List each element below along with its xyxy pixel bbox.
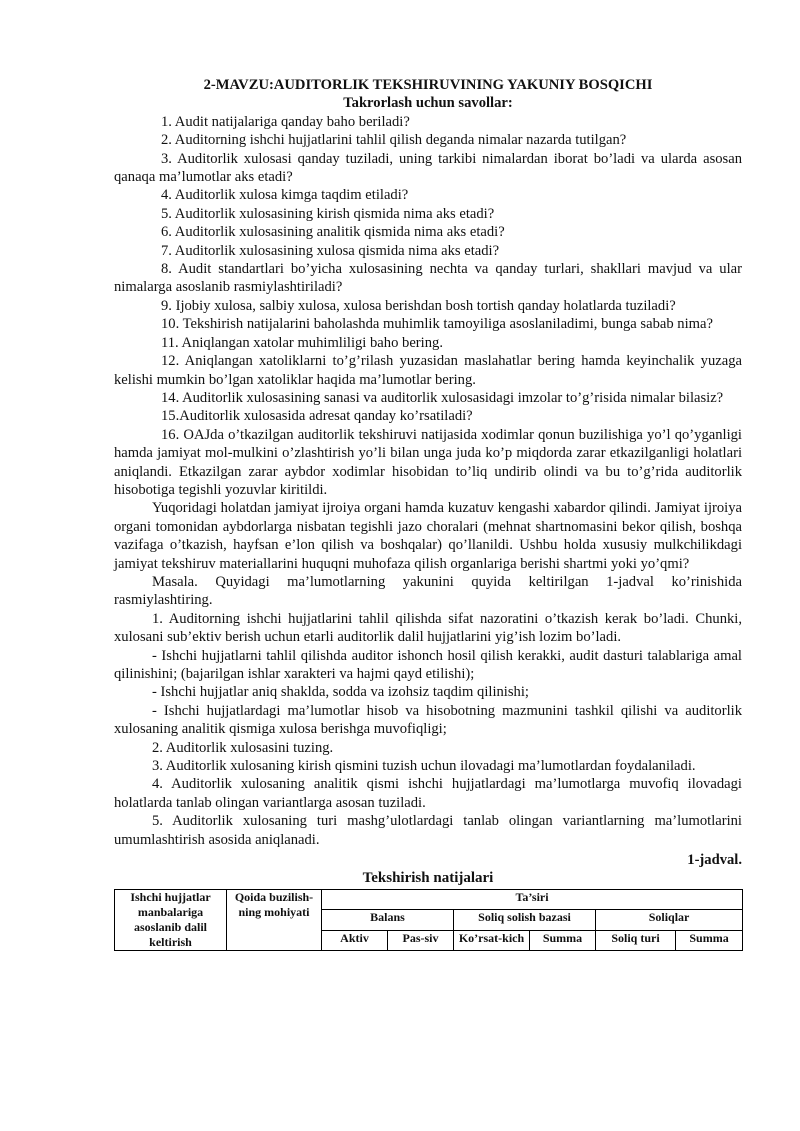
header-assets: Aktiv xyxy=(322,930,388,950)
question-10: 10. Tekshirish natijalarini baholashda muhimlik tamoyiliga asoslaniladimi, bunga sabab nima? xyxy=(161,316,713,333)
question-11: 11. Aniqlangan xatolar muhimliligi baho bering. xyxy=(161,334,443,351)
table-label: 1-jadval. xyxy=(687,852,742,869)
header-taxes: Soliqlar xyxy=(596,910,743,930)
header-impact: Ta’siri xyxy=(322,889,743,909)
bullet-item: - Ishchi hujjatlar aniq shaklda, sodda va izohsiz taqdim qilinishi; xyxy=(152,684,529,701)
header-tax-type: Soliq turi xyxy=(596,930,676,950)
header-amount: Summa xyxy=(530,930,596,950)
header-indicator: Ko’rsat-kich xyxy=(454,930,530,950)
task-item-4: 4. Auditorlik xulosaning analitik qismi ishchi hujjatlardagi ma’lumotlarga muvofiq ilovadagi holatlarda tanlab olingan variantlarga asosan tuziladi. xyxy=(114,776,742,811)
question-16: 16. OAJda o’tkazilgan auditorlik tekshiruvi natijasida xodimlar qonun buzilishiga yo’l qo’yganligi hamda jamiyat mol-mulkini o’zlashtirish yo’li bilan unga juda ko’p miqdorda zarar etkazilganligi holatlari aniqlandi. Etkazilgan zarar aybdor xodimlar hisobidan to’liq undirib olindi va bu to’g’rida auditorlik hisobotiga tegishli yozuvlar kiritildi. xyxy=(114,426,742,498)
header-evidence: Ishchi hujjatlar manbalariga asoslanib dalil keltirish xyxy=(115,889,227,950)
header-violation: Qoida buzilish-ning mohiyati xyxy=(227,889,322,950)
question-1: 1. Audit natijalariga qanday baho beriladi? xyxy=(161,113,410,130)
question-2: 2. Auditorning ishchi hujjatlarini tahlil qilish deganda nimalar nazarda tutilgan? xyxy=(161,132,627,149)
header-balance: Balans xyxy=(322,910,454,930)
task-item-5: 5. Auditorlik xulosaning turi mashg’ulotlardagi tanlab olingan variantlarning ma’lumotlarini umumlashtirish asosida aniqlanadi. xyxy=(114,813,742,848)
question-4: 4. Auditorlik xulosa kimga taqdim etiladi? xyxy=(161,187,409,204)
question-14: 14. Auditorlik xulosasining sanasi va auditorlik xulosasidagi imzolar to’g’risida nimalar bilasiz? xyxy=(161,389,724,406)
question-6: 6. Auditorlik xulosasining analitik qismida nima aks etadi? xyxy=(161,224,505,241)
page-title: 2-MAVZU:AUDITORLIK TEKSHIRUVINING YAKUNIY BOSQICHI xyxy=(203,77,653,93)
page-subtitle: Takrorlash uchun savollar: xyxy=(343,95,513,112)
header-liabilities: Pas-siv xyxy=(388,930,454,950)
question-9: 9. Ijobiy xulosa, salbiy xulosa, xulosa berishdan bosh tortish qanday holatlarda tuziladi? xyxy=(161,297,676,314)
header-tax-base: Soliq solish bazasi xyxy=(454,910,596,930)
case-paragraph: Yuqoridagi holatdan jamiyat ijroiya organi hamda kuzatuv kengashi xabardor qilindi. Jamiyat ijroiya organi tomonidan aybdorlarga nisbatan tegishli jazo choralari (mehnat shartnomasini bekor qilish, boshqa vazifaga o’tkazish, hayfsan e’lon qilish va boshqalar) qo’llanildi. Ushbu holda xususiy mulkchilikdagi jamiyat tekshiruv materiallarini huquqni muhofaza qilish organlariga berishi shartmi yoki yo’qmi? xyxy=(114,500,742,572)
task-item-2: 2. Auditorlik xulosasini tuzing. xyxy=(152,739,334,756)
question-8: 8. Audit standartlari bo’yicha xulosasining nechta va qanday turlari, shakllari mavjud va ular nimalarga asoslanib rasmiylashtiriladi? xyxy=(114,261,742,296)
header-amount: Summa xyxy=(676,930,743,950)
question-3: 3. Auditorlik xulosasi qanday tuziladi, uning tarkibi nimalardan iborat bo’ladi va ularda asosan qanaqa ma’lumotlar aks etadi? xyxy=(114,150,742,186)
task-item-1: 1. Auditorning ishchi hujjatlarini tahlil qilishda sifat nazoratini o’tkazish kerak bo’ladi. Chunki, xulosani sub’ektiv berish uchun etarli auditorlik dalil hujjatlarini yig’ish lozim bo’ladi. xyxy=(114,610,742,646)
results-table xyxy=(114,889,743,951)
bullet-item: - Ishchi hujjatlarni tahlil qilishda auditor ishonch hosil qilish kerakki, audit dasturi talablariga amal qilinishini; (bajarilgan ishlar xarakteri va hajmi qayd etilishi); xyxy=(114,647,742,682)
document-page xyxy=(114,76,742,951)
question-5: 5. Auditorlik xulosasining kirish qismida nima aks etadi? xyxy=(161,205,495,222)
question-12: 12. Aniqlangan xatoliklarni to’g’rilash yuzasidan maslahatlar bering hamda keyinchalik yuzaga kelishi mumkin bo’lgan xatoliklar haqida ma’lumotlar bering. xyxy=(114,353,742,388)
task-intro: Masala. Quyidagi ma’lumotlarning yakunini quyida keltirilgan 1-jadval ko’rinishida rasmiylashtiring. xyxy=(114,573,742,609)
task-item-3: 3. Auditorlik xulosaning kirish qismini tuzish uchun ilovadagi ma’lumotlardan foydalaniladi. xyxy=(152,758,696,775)
question-7: 7. Auditorlik xulosasining xulosa qismida nima aks etadi? xyxy=(161,242,500,259)
bullet-item: - Ishchi hujjatlardagi ma’lumotlar hisob va hisobotning mazmunini tashkil qilishi va auditorlik xulosaning analitik qismiga xulosa berishga muvofiqligi; xyxy=(114,702,742,738)
table-title: Tekshirish natijalari xyxy=(362,870,494,887)
question-15: 15.Auditorlik xulosasida adresat qanday ko’rsatiladi? xyxy=(161,408,473,425)
